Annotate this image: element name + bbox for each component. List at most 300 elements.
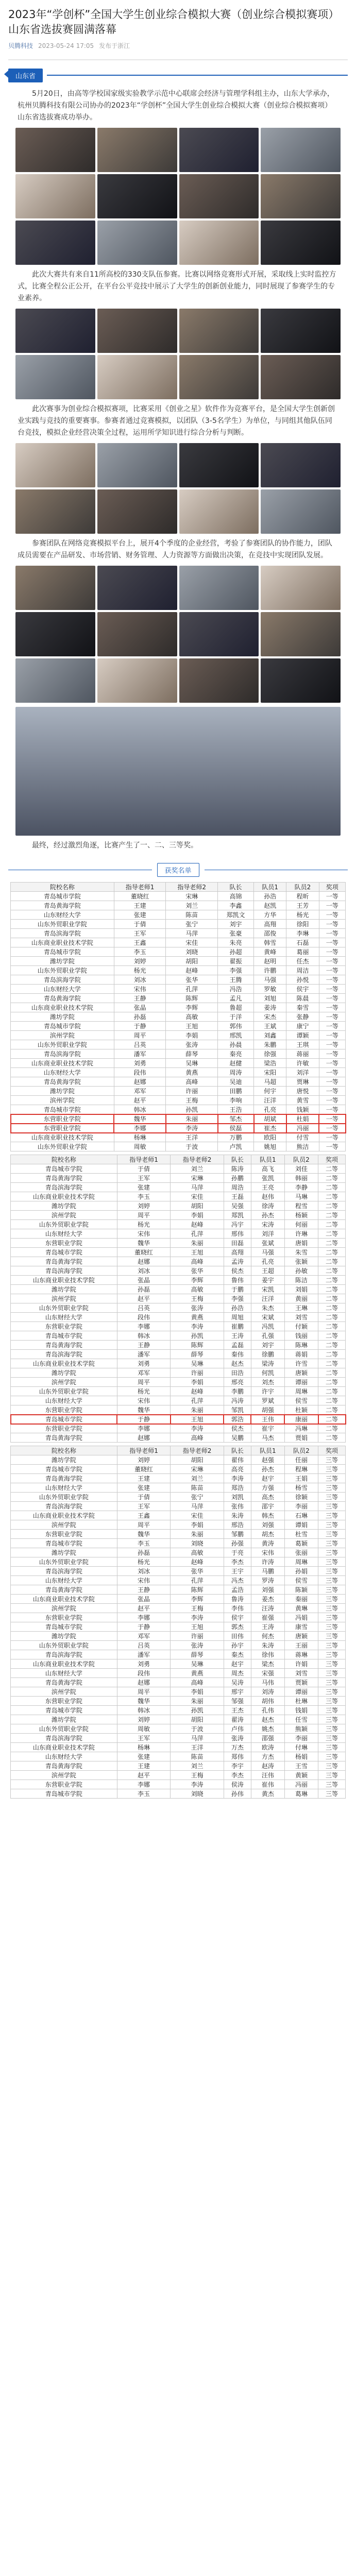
table-row (11, 1341, 346, 1350)
table-cell: 一等 (319, 975, 345, 985)
table-cell: 二等 (318, 1201, 346, 1211)
table-cell: 许丽 (171, 1632, 224, 1641)
table-cell: 陈晨 (286, 994, 319, 1003)
table-row (11, 1669, 346, 1678)
table-cell: 吴琳 (166, 1059, 218, 1068)
table-row (11, 1114, 346, 1124)
table-cell: 周涛 (218, 1068, 254, 1077)
table-cell: 徐强 (254, 1049, 286, 1059)
photo-tile (15, 566, 95, 610)
table-row (11, 1096, 346, 1105)
table-cell: 二等 (318, 1387, 346, 1396)
photo-tile (15, 174, 95, 218)
table-cell: 三等 (318, 1557, 346, 1567)
province-divider (47, 75, 348, 76)
table-row (11, 1192, 346, 1201)
table-cell: 山东财经大学 (11, 1752, 117, 1761)
photo-grid (15, 443, 341, 534)
table-cell: 刘宇 (251, 1341, 284, 1350)
table-cell: 邓军 (114, 1087, 166, 1096)
table-cell: 二等 (318, 1174, 346, 1183)
table-cell: 二等 (318, 1322, 346, 1331)
table-row (11, 1285, 346, 1294)
table-cell: 赵峰 (171, 1220, 224, 1229)
table-cell: 赵娜 (114, 1077, 166, 1087)
table-row (11, 1678, 346, 1687)
table-cell: 一等 (319, 929, 345, 938)
table-cell: 马超 (254, 1077, 286, 1087)
table-cell: 冯涛 (224, 1396, 251, 1405)
table-cell: 高翔 (224, 1248, 251, 1257)
table-cell: 三等 (318, 1743, 346, 1752)
table-cell: 三等 (318, 1659, 346, 1669)
table-cell: 二等 (318, 1331, 346, 1341)
table-cell: 刘婷 (117, 1455, 171, 1465)
table-cell: 山东外贸职业学院 (11, 1387, 117, 1396)
table-cell: 青岛黄海学院 (11, 1174, 117, 1183)
table-cell: 山东外贸职业学院 (11, 1641, 117, 1650)
table-cell: 朱丽 (171, 1697, 224, 1706)
table-row (11, 1378, 346, 1387)
table-cell: 李娜 (117, 1322, 171, 1331)
table-cell: 三等 (318, 1595, 346, 1604)
table-cell: 邵强 (251, 1734, 284, 1743)
table-cell: 黄燕 (171, 1313, 224, 1322)
photo-tile (261, 128, 341, 172)
table-cell: 山东财经大学 (11, 1068, 114, 1077)
table-cell: 潍坊学院 (11, 957, 114, 966)
col-header: 队长 (224, 1446, 251, 1455)
table-cell: 吴琳 (171, 1659, 224, 1669)
table-cell: 张宁 (166, 920, 218, 929)
table-cell: 付雪 (286, 1133, 319, 1142)
table-cell: 宋佳 (166, 938, 218, 947)
table-cell: 潍坊学院 (11, 1201, 117, 1211)
table-cell: 崔伟 (251, 1780, 284, 1789)
table-cell: 山东商业职业技术学院 (11, 1059, 114, 1068)
table-cell: 田磊 (224, 1239, 251, 1248)
table-cell: 一等 (319, 1087, 345, 1096)
table-cell: 二等 (318, 1303, 346, 1313)
table-row (11, 1155, 346, 1164)
table-cell: 宋斌 (251, 1313, 284, 1322)
table-cell: 三等 (318, 1724, 346, 1734)
table-cell: 李强 (224, 1294, 251, 1303)
table-cell: 高亮 (224, 1465, 251, 1474)
table-cell: 王娟 (284, 1474, 318, 1483)
col-header: 奖项 (318, 1155, 346, 1164)
table-cell: 李琳 (286, 929, 319, 938)
table-cell: 万鹏 (218, 1133, 254, 1142)
table-row (11, 1405, 346, 1415)
table-cell: 韩冰 (117, 1706, 171, 1715)
photo-grid (15, 566, 341, 703)
table-cell: 潘军 (114, 1049, 166, 1059)
table-cell: 李娟 (171, 1378, 224, 1387)
table-cell: 王涛 (251, 1622, 284, 1632)
table-cell: 青岛城市学院 (11, 892, 114, 901)
table-row (11, 1752, 346, 1761)
table-cell: 张建 (117, 1483, 171, 1493)
table-cell: 蒋琳 (284, 1650, 318, 1659)
table-cell: 高锦 (218, 892, 254, 901)
col-header: 指导老师1 (114, 883, 166, 892)
table-cell: 葛丽 (286, 947, 319, 957)
table-cell: 孙悦 (286, 975, 319, 985)
table-row (11, 1022, 346, 1031)
table-cell: 刘兰 (171, 1164, 224, 1174)
photo-tile (15, 128, 95, 172)
table-cell: 邹强 (224, 1697, 251, 1706)
photo-tile (179, 309, 259, 353)
account-name[interactable]: 贝腾科技 (8, 42, 33, 49)
table-cell: 胡伟 (251, 1697, 284, 1706)
table-row (11, 1322, 346, 1331)
table-cell: 杨光 (114, 966, 166, 975)
table-cell: 高峰 (166, 1077, 218, 1087)
table-cell: 罗斌 (251, 1396, 284, 1405)
table-cell: 青岛黄海学院 (11, 1341, 117, 1350)
table-cell: 刘婷 (117, 1201, 171, 1211)
table-cell: 李鹏 (224, 1387, 251, 1396)
table-cell: 二等 (318, 1405, 346, 1415)
table-cell: 冯凯 (251, 1322, 284, 1331)
table-cell: 康丽 (284, 1415, 318, 1424)
table-row (11, 1031, 346, 1040)
table-cell: 朱丽 (171, 1239, 224, 1248)
table-row (11, 1659, 346, 1669)
table-cell: 王静 (117, 1585, 171, 1595)
table-cell: 黄燕 (166, 1068, 218, 1077)
table-row (11, 1483, 346, 1493)
table-cell: 孔萍 (171, 1576, 224, 1585)
table-cell: 一等 (319, 1077, 345, 1087)
table-cell: 郑凯文 (218, 910, 254, 920)
table-row (11, 1331, 346, 1341)
table-cell: 薛琴 (166, 1049, 218, 1059)
table-row (11, 1124, 346, 1133)
table-cell: 董晓红 (117, 1248, 171, 1257)
table-cell: 高翔 (254, 920, 286, 929)
table-row (11, 1493, 346, 1502)
table-cell: 青岛城市学院 (11, 1789, 117, 1799)
table-cell: 王亮 (251, 1183, 284, 1192)
table-cell: 东营职业学院 (11, 1124, 114, 1133)
table-cell: 张建 (117, 1752, 171, 1761)
table-cell: 宋伟 (251, 1548, 284, 1557)
table-cell: 程琳 (284, 1465, 318, 1474)
table-cell: 何丽 (284, 1220, 318, 1229)
table-cell: 王浩 (218, 1105, 254, 1114)
photo-tile (97, 566, 177, 610)
photo-grid (15, 309, 341, 399)
table-cell: 冯浩 (218, 985, 254, 994)
photo-tile (261, 355, 341, 399)
table-row (11, 1465, 346, 1474)
table-cell: 翟涛 (224, 1715, 251, 1724)
results-table-second (10, 1155, 346, 1443)
table-row (11, 929, 346, 938)
table-cell: 许娟 (284, 1659, 318, 1669)
table-cell: 于静 (117, 1415, 171, 1424)
table-cell: 陈苗 (166, 910, 218, 920)
table-cell: 王芳 (286, 901, 319, 910)
table-cell: 三等 (318, 1622, 346, 1632)
table-row (11, 1771, 346, 1780)
table-cell: 方强 (251, 1483, 284, 1493)
table-cell: 二等 (318, 1164, 346, 1174)
table-cell: 许雪 (284, 1359, 318, 1368)
table-cell: 王洋 (166, 1133, 218, 1142)
table-cell: 黄雪 (286, 1096, 319, 1105)
table-cell: 李辉 (171, 1595, 224, 1604)
table-cell: 二等 (318, 1229, 346, 1239)
table-cell: 姜杰 (251, 1595, 284, 1604)
table-cell: 张晶 (114, 1003, 166, 1012)
table-cell: 一等 (319, 1003, 345, 1012)
table-cell: 三等 (318, 1455, 346, 1465)
table-cell: 三等 (318, 1483, 346, 1493)
table-cell: 葛琳 (284, 1789, 318, 1799)
table-cell: 田鹏 (218, 1087, 254, 1096)
table-cell: 王丽 (284, 1641, 318, 1650)
table-cell: 侯杰 (224, 1424, 251, 1433)
col-header: 队长 (218, 883, 254, 892)
table-cell: 段伟 (117, 1313, 171, 1322)
table-row (11, 1539, 346, 1548)
table-cell: 黄峰 (254, 947, 286, 957)
table-row (11, 1164, 346, 1174)
table-cell: 郑凯 (224, 1211, 251, 1220)
table-cell: 滨州学院 (11, 1294, 117, 1303)
table-cell: 二等 (318, 1276, 346, 1285)
table-cell: 黄丽 (284, 1294, 318, 1303)
table-cell: 姚杰 (251, 1724, 284, 1734)
photo-tile (179, 658, 259, 703)
table-cell: 一等 (319, 1040, 345, 1049)
table-cell: 李涛 (171, 1613, 224, 1622)
table-row (11, 1706, 346, 1715)
table-cell: 吕英 (117, 1303, 171, 1313)
table-row (11, 1368, 346, 1378)
table-cell: 邹鹏 (224, 1530, 251, 1539)
table-cell: 滨州学院 (11, 1031, 114, 1040)
table-cell: 李响 (218, 1096, 254, 1105)
table-cell: 任雪 (284, 1715, 318, 1724)
table-cell: 山东外贸职业学院 (11, 920, 114, 929)
table-cell: 青岛黄海学院 (11, 1474, 117, 1483)
photo-tile (15, 309, 95, 353)
table-row (11, 1201, 346, 1211)
table-row (11, 910, 346, 920)
divider (8, 59, 348, 60)
table-cell: 张静 (286, 1012, 319, 1022)
table-cell: 胡杰 (251, 1530, 284, 1539)
table-cell: 徐涛 (251, 1201, 284, 1211)
table-cell: 一等 (319, 957, 345, 966)
table-cell: 刘勇 (117, 1659, 171, 1669)
table-cell: 孙浩 (254, 892, 286, 901)
table-cell: 周洁 (286, 966, 319, 975)
table-cell: 二等 (318, 1285, 346, 1294)
table-cell: 三等 (318, 1576, 346, 1585)
table-cell: 刘勇 (117, 1359, 171, 1368)
province-tag: 山东省 (8, 69, 43, 82)
table-cell: 孔萍 (171, 1229, 224, 1239)
table-cell: 三等 (318, 1474, 346, 1483)
table-cell: 任丽 (284, 1455, 318, 1465)
table-cell: 三等 (318, 1761, 346, 1771)
table-cell: 孟磊 (224, 1341, 251, 1350)
table-cell: 三等 (318, 1641, 346, 1650)
table-cell: 三等 (318, 1789, 346, 1799)
table-cell: 刘晓 (171, 1539, 224, 1548)
table-cell: 吴迪 (218, 1077, 254, 1087)
table-cell: 高敏 (171, 1548, 224, 1557)
table-cell: 郑伟 (224, 1752, 251, 1761)
table-cell: 孔萍 (166, 985, 218, 994)
table-cell: 贾琳 (286, 1077, 319, 1087)
table-cell: 冯琳 (284, 1424, 318, 1433)
table-cell: 孙杰 (251, 1211, 284, 1220)
table-cell: 崔鹏 (224, 1322, 251, 1331)
table-cell: 万杰 (224, 1743, 251, 1752)
table-cell: 许丽 (166, 1087, 218, 1096)
table-cell: 潘军 (117, 1350, 171, 1359)
table-cell: 邢伟 (224, 1229, 251, 1239)
table-cell: 钱丽 (284, 1331, 318, 1341)
table-cell: 许涛 (251, 1557, 284, 1567)
table-cell: 郑浩 (224, 1483, 251, 1493)
table-cell: 张华 (171, 1266, 224, 1276)
col-header: 指导老师1 (117, 1446, 171, 1455)
table-header-row (11, 883, 346, 892)
table-row (11, 1576, 346, 1585)
table-cell: 刘冰 (117, 1266, 171, 1276)
table-cell: 许丽 (171, 1368, 224, 1378)
table-cell: 青岛城市学院 (11, 1331, 117, 1341)
paragraph: 此次赛事为创业综合模拟赛项，比赛采用《创业之星》软件作为竞赛平台，是全国大学生创新创业实践与竞技的重要赛事。参赛者通过竞赛模拟，以团队（3-5名学生）为单位，与同组其他队伍同台竞技，模拟企业经营决策全过程，运用所学知识进行综合分析与判断。 (18, 405, 335, 437)
table-cell: 三等 (318, 1697, 346, 1706)
table-cell: 马伟 (251, 1678, 284, 1687)
table-cell: 钱颖 (286, 1105, 319, 1114)
table-cell: 赵宇 (224, 1659, 251, 1669)
table-row (11, 1724, 346, 1734)
table-cell: 王梅 (166, 1096, 218, 1105)
photo-tile (179, 443, 259, 487)
table-cell: 侯宇 (224, 1613, 251, 1622)
table-cell: 山东商业职业技术学院 (11, 1192, 117, 1201)
col-header: 队员1 (254, 883, 286, 892)
table-cell: 韩丽 (284, 1174, 318, 1183)
table-cell: 赵杰 (224, 1359, 251, 1368)
table-cell: 高敏 (166, 1012, 218, 1022)
table-cell: 汪涛 (251, 1604, 284, 1613)
table-row (11, 1276, 346, 1285)
table-row (11, 1142, 346, 1151)
table-cell: 高杰 (251, 1493, 284, 1502)
table-cell: 陈洁 (284, 1276, 318, 1285)
table-cell: 王腾 (218, 975, 254, 985)
table-cell: 杨雪 (284, 1483, 318, 1493)
table-cell: 潍坊学院 (11, 1285, 117, 1294)
table-cell: 魏华 (114, 1114, 166, 1124)
table-cell: 周琳 (284, 1557, 318, 1567)
table-row (11, 1743, 346, 1752)
table-cell: 李鑫 (218, 901, 254, 910)
table-cell: 青岛城市学院 (11, 947, 114, 957)
table-row (11, 920, 346, 929)
table-cell: 邹杰 (218, 1114, 254, 1124)
paragraph: 最终，经过激烈角逐，比赛产生了一、二、三等奖。 (32, 841, 198, 850)
table-cell: 马强 (254, 975, 286, 985)
table-cell: 滨州学院 (11, 1771, 117, 1780)
paragraph: 参赛团队在网络竞赛模拟平台上，展开4个季度的企业经营，考验了参赛团队的协作能力，团队成员需要在产品研发、市场营销、财务管理、人力资源等方面做出决策，在竞技中实现团队发展。 (18, 539, 332, 560)
table-cell: 三等 (318, 1734, 346, 1743)
table-cell: 山东商业职业技术学院 (11, 1743, 117, 1752)
table-cell: 二等 (318, 1378, 346, 1387)
photo-tile (179, 566, 259, 610)
table-cell: 张建 (117, 1183, 171, 1192)
table-cell: 山东外贸职业学院 (11, 1040, 114, 1049)
table-row (11, 1734, 346, 1743)
table-cell: 邢凯 (218, 1031, 254, 1040)
table-cell: 徐鹏 (251, 1350, 284, 1359)
table-cell: 张宁 (171, 1493, 224, 1502)
table-cell: 任杰 (286, 957, 319, 966)
table-cell: 段伟 (117, 1669, 171, 1678)
table-cell: 刘娟 (284, 1285, 318, 1294)
table-cell: 葛颖 (284, 1539, 318, 1548)
table-cell: 王旭 (171, 1415, 224, 1424)
table-cell: 李娜 (117, 1613, 171, 1622)
photo-grid (15, 128, 341, 265)
col-header: 指导老师2 (171, 1155, 224, 1164)
table-cell: 宋阳 (254, 1068, 286, 1077)
table-cell: 孔亮 (254, 1105, 286, 1114)
table-cell: 鲁涛 (224, 1595, 251, 1604)
table-cell: 青岛黄海学院 (11, 1433, 117, 1443)
table-cell: 宋伟 (117, 1396, 171, 1405)
table-cell: 卢伟 (224, 1724, 251, 1734)
table-cell: 李涛 (224, 1474, 251, 1483)
photo-tile (261, 174, 341, 218)
table-cell: 吴强 (224, 1201, 251, 1211)
table-cell: 马琳 (284, 1192, 318, 1201)
table-cell: 东营职业学院 (11, 1780, 117, 1789)
table-cell: 孙磊 (117, 1285, 171, 1294)
table-cell: 冯丽 (284, 1780, 318, 1789)
table-cell: 三等 (318, 1465, 346, 1474)
table-cell: 姜涛 (254, 1003, 286, 1012)
photo-tile (15, 489, 95, 534)
table-cell: 王宇 (224, 1567, 251, 1576)
table-cell: 李强 (218, 966, 254, 975)
table-cell: 魏华 (117, 1697, 171, 1706)
table-cell: 孔伟 (251, 1706, 284, 1715)
table-row (11, 1502, 346, 1511)
table-cell: 许敏 (286, 1059, 319, 1068)
table-row (11, 1239, 346, 1248)
table-cell: 山东商业职业技术学院 (11, 938, 114, 947)
table-cell: 刘勇 (114, 1059, 166, 1068)
table-cell: 许宇 (251, 1387, 284, 1396)
table-cell: 刘兰 (171, 1761, 224, 1771)
table-cell: 李涛 (171, 1780, 224, 1789)
table-cell: 杨琳 (114, 1133, 166, 1142)
table-cell: 高飞 (251, 1164, 284, 1174)
table-cell: 青岛城市学院 (11, 1022, 114, 1031)
